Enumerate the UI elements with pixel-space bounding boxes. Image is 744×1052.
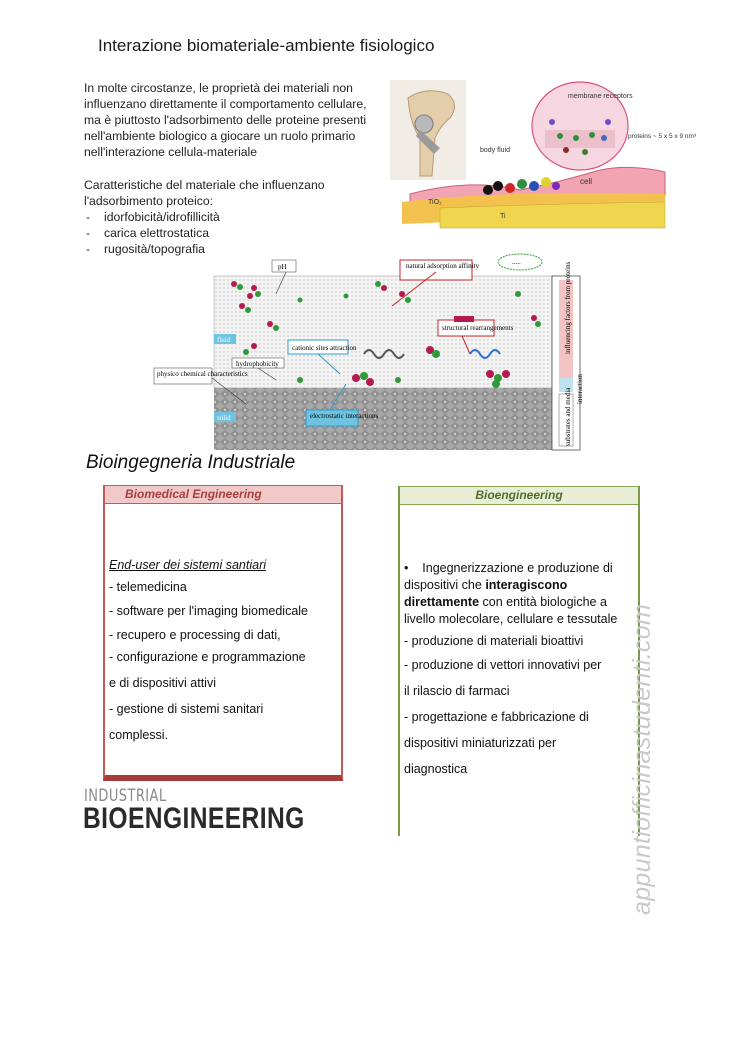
- ph-label: pH: [278, 263, 287, 271]
- logo-industrial: INDUSTRIAL: [84, 786, 167, 806]
- bioengineering-box: [398, 486, 640, 836]
- protein-adsorption-figure: [150, 254, 584, 450]
- list-item: complessi.: [109, 728, 169, 742]
- bioengineering-body: [400, 560, 638, 776]
- electrostatic-label: electrostatic interactions: [310, 412, 379, 420]
- properties-heading: Caratteristiche del materiale che influenzano l'adsorbimento proteico:: [84, 178, 325, 208]
- list-item: - telemedicina: [109, 580, 187, 594]
- cationic-label: cationic sites attraction: [292, 344, 357, 352]
- intro-text-bold: interagiscono direttamente: [404, 578, 568, 609]
- list-item: - rugosità/topografia: [84, 241, 376, 257]
- bioengineering-header: Bioengineering: [400, 486, 638, 505]
- influencing-factors-label: influencing factors from proteins: [564, 261, 572, 354]
- hydrophobicity-label: hydrophobicity: [236, 360, 279, 368]
- substrates-label: substrates and media: [564, 387, 572, 446]
- physico-chemical-label: physico chemical characteristics: [157, 370, 248, 378]
- properties-list: [84, 209, 376, 257]
- intro-text-post: con entità biologiche a livello molecolare, cellulare e tessutale: [404, 595, 618, 626]
- list-item: - software per l'imaging biomedicale: [109, 604, 309, 618]
- list-item: - produzione di materiali bioattivi: [404, 634, 584, 648]
- bioengineering-intro: [404, 560, 634, 628]
- list-item: - produzione di vettori innovativi per: [404, 658, 602, 672]
- section-title: Bioingegneria Industriale: [86, 452, 296, 473]
- cell-label: cell: [580, 177, 593, 186]
- proteins-label: proteins ~ 5 x 5 x 9 nm³: [628, 133, 697, 140]
- page-title: Interazione biomateriale-ambiente fisiologico: [98, 36, 435, 55]
- list-item: il rilascio di farmaci: [404, 684, 510, 698]
- ti-label: Ti: [500, 213, 506, 220]
- list-item: - gestione di sistemi sanitari: [109, 702, 264, 716]
- material-properties: [84, 177, 376, 257]
- biomedical-engineering-box: [103, 485, 343, 781]
- solid-label: solid: [217, 414, 231, 422]
- logo-bioengineering: BIOENGINEERING: [83, 802, 305, 835]
- natural-adsorption-label: natural adsorption affinity: [406, 262, 479, 270]
- list-item: e di dispositivi attivi: [109, 676, 216, 690]
- watermark: appuntiofficinastudenti.com: [628, 603, 656, 915]
- biomedical-header: Biomedical Engineering: [105, 485, 341, 504]
- fluid-label: fluid: [217, 336, 231, 344]
- list-item: - configurazione e programmazione: [109, 650, 306, 664]
- list-item: - carica elettrostatica: [84, 225, 376, 241]
- bullet-glyph: •: [404, 561, 423, 575]
- list-item: - progettazione e fabbricazione di: [404, 710, 589, 724]
- intro-paragraph: In molte circostanze, le proprietà dei materiali non influenzano direttamente il comportamento cellulare, ma è piuttosto l'adsorbimento delle proteine presenti nell'ambiente biologico a giocare un ruolo primario nell'interazione cellula-materiale: [84, 81, 367, 159]
- biomedical-body: [105, 558, 341, 742]
- tio2-label: TiO₂: [428, 199, 442, 206]
- enduser-heading: End-user dei sistemi santiari: [109, 558, 267, 572]
- list-item: diagnostica: [404, 762, 468, 776]
- structural-label: structural rearrangements: [442, 324, 514, 332]
- list-item: - recupero e processing di dati,: [109, 628, 281, 642]
- membrane-receptors-label: membrane receptors: [568, 93, 633, 100]
- thought-dots: .....: [512, 258, 521, 266]
- hip-implant-figure: [380, 78, 697, 228]
- list-item: dispositivi miniaturizzati per: [404, 736, 557, 750]
- intro-text-pre: Ingegnerizzazione e produzione di dispositivi che: [404, 561, 613, 592]
- list-item: - idorfobicità/idrofillicità: [84, 209, 376, 225]
- interaction-label: interaction: [576, 374, 584, 404]
- body-fluid-label: body fluid: [480, 147, 510, 154]
